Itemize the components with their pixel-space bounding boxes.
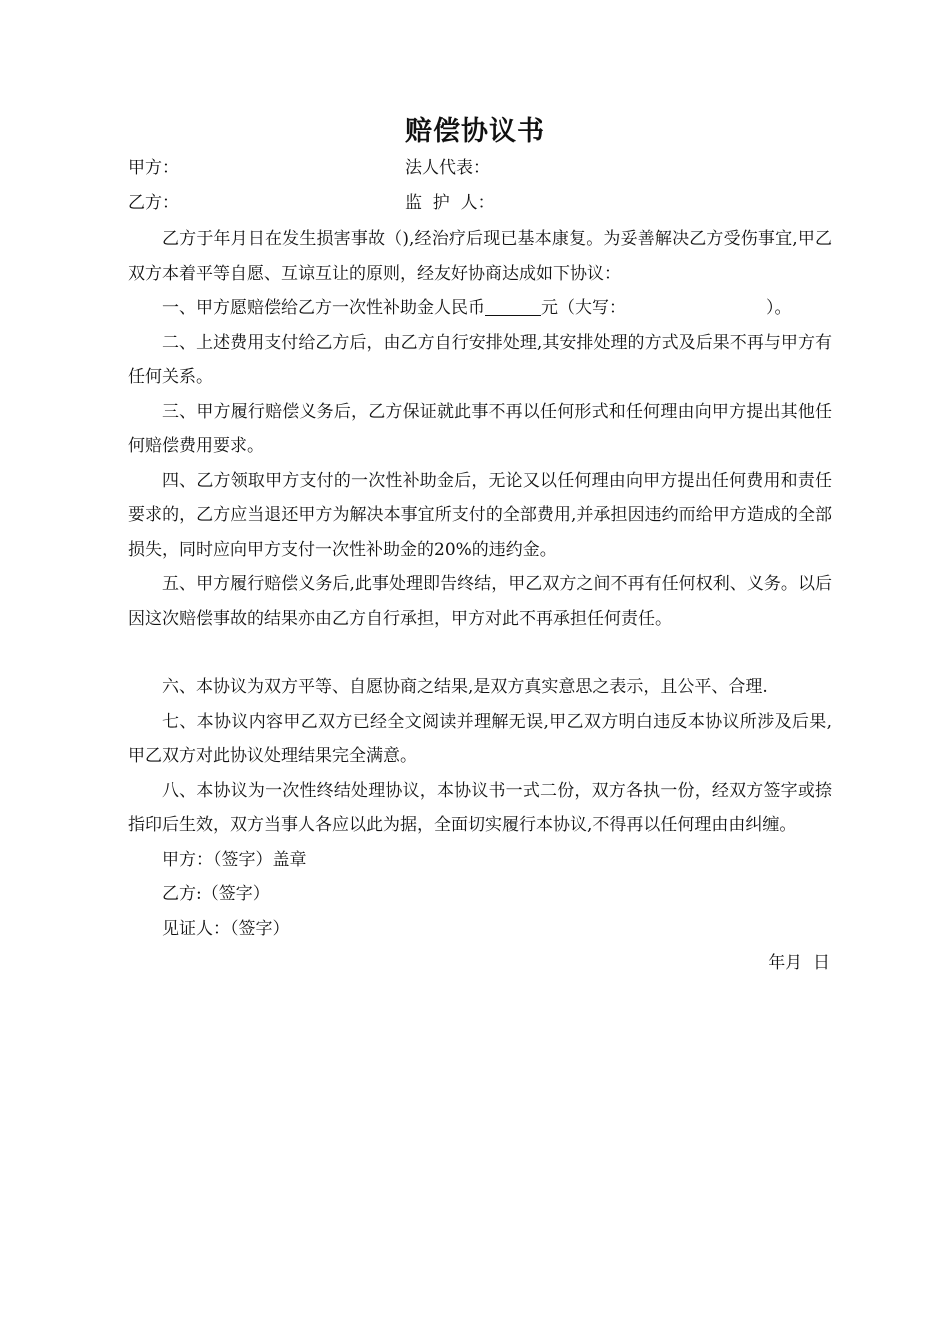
agreement-body	[128, 222, 832, 981]
date-line: 年月 日	[768, 953, 830, 973]
clause-6: 六、本协议为双方平等、自愿协商之结果,是双方真实意思之表示，且公平、合理.	[162, 677, 768, 697]
intro-paragraph: 乙方于年月日在发生损害事故（),经治疗后现已基本康复。为妥善解决乙方受伤事宜,甲乙双方本着平等自愿、互谅互让的原则，经友好协商达成如下协议：	[128, 229, 832, 284]
party-b-label: 乙方：	[128, 193, 179, 213]
clause-1-closing: ）。	[766, 298, 792, 318]
legal-rep-label: 法人代表：	[405, 158, 490, 178]
signature-party-a: 甲方：（签字）盖章	[162, 849, 307, 870]
clause-5: 五、甲方履行赔偿义务后,此事处理即告终结，甲乙双方之间不再有任何权利、义务。以后因这次赔偿事故的结果亦由乙方自行承担，甲方对此不再承担任何责任。	[128, 574, 832, 629]
amount-blank	[485, 297, 541, 316]
clause-1-text: 一、甲方愿赔偿给乙方一次性补助金人民币	[162, 298, 485, 318]
clause-2: 二、上述费用支付给乙方后，由乙方自行安排处理,其安排处理的方式及后果不再与甲方有任何关系。	[128, 332, 832, 387]
clause-3: 三、甲方履行赔偿义务后，乙方保证就此事不再以任何形式和任何理由向甲方提出其他任何赔偿费用要求。	[128, 401, 832, 456]
signature-witness: 见证人：（签字）	[162, 918, 290, 939]
guardian-label: 监 护 人：	[405, 193, 495, 213]
clause-7: 七、本协议内容甲乙双方已经全文阅读并理解无误,甲乙双方明白违反本协议所涉及后果,甲乙双方对此协议处理结果完全满意。	[128, 711, 832, 766]
clause-8: 八、本协议为一次性终结处理协议，本协议书一式二份，双方各执一份，经双方签字或捺指印后生效，双方当事人各应以此为据，全面切实履行本协议,不得再以任何理由由纠缠。	[128, 780, 832, 835]
header-row-2	[128, 188, 828, 218]
party-a-label: 甲方：	[128, 158, 179, 178]
clause-1-uppercase-label: 元（大写：	[541, 298, 626, 318]
signature-party-b: 乙方:（签字）	[162, 884, 270, 904]
document-title: 赔偿协议书	[405, 116, 545, 147]
clause-1	[128, 291, 832, 326]
clause-4: 四、乙方领取甲方支付的一次性补助金后，无论又以任何理由向甲方提出任何费用和责任要求的，乙方应当退还甲方为解决本事宜所支付的全部费用,并承担因违约而给甲方造成的全部损失，同时应向甲方支付一次性补助金的20%的违约金。	[128, 470, 832, 560]
header-row-1	[128, 153, 828, 183]
